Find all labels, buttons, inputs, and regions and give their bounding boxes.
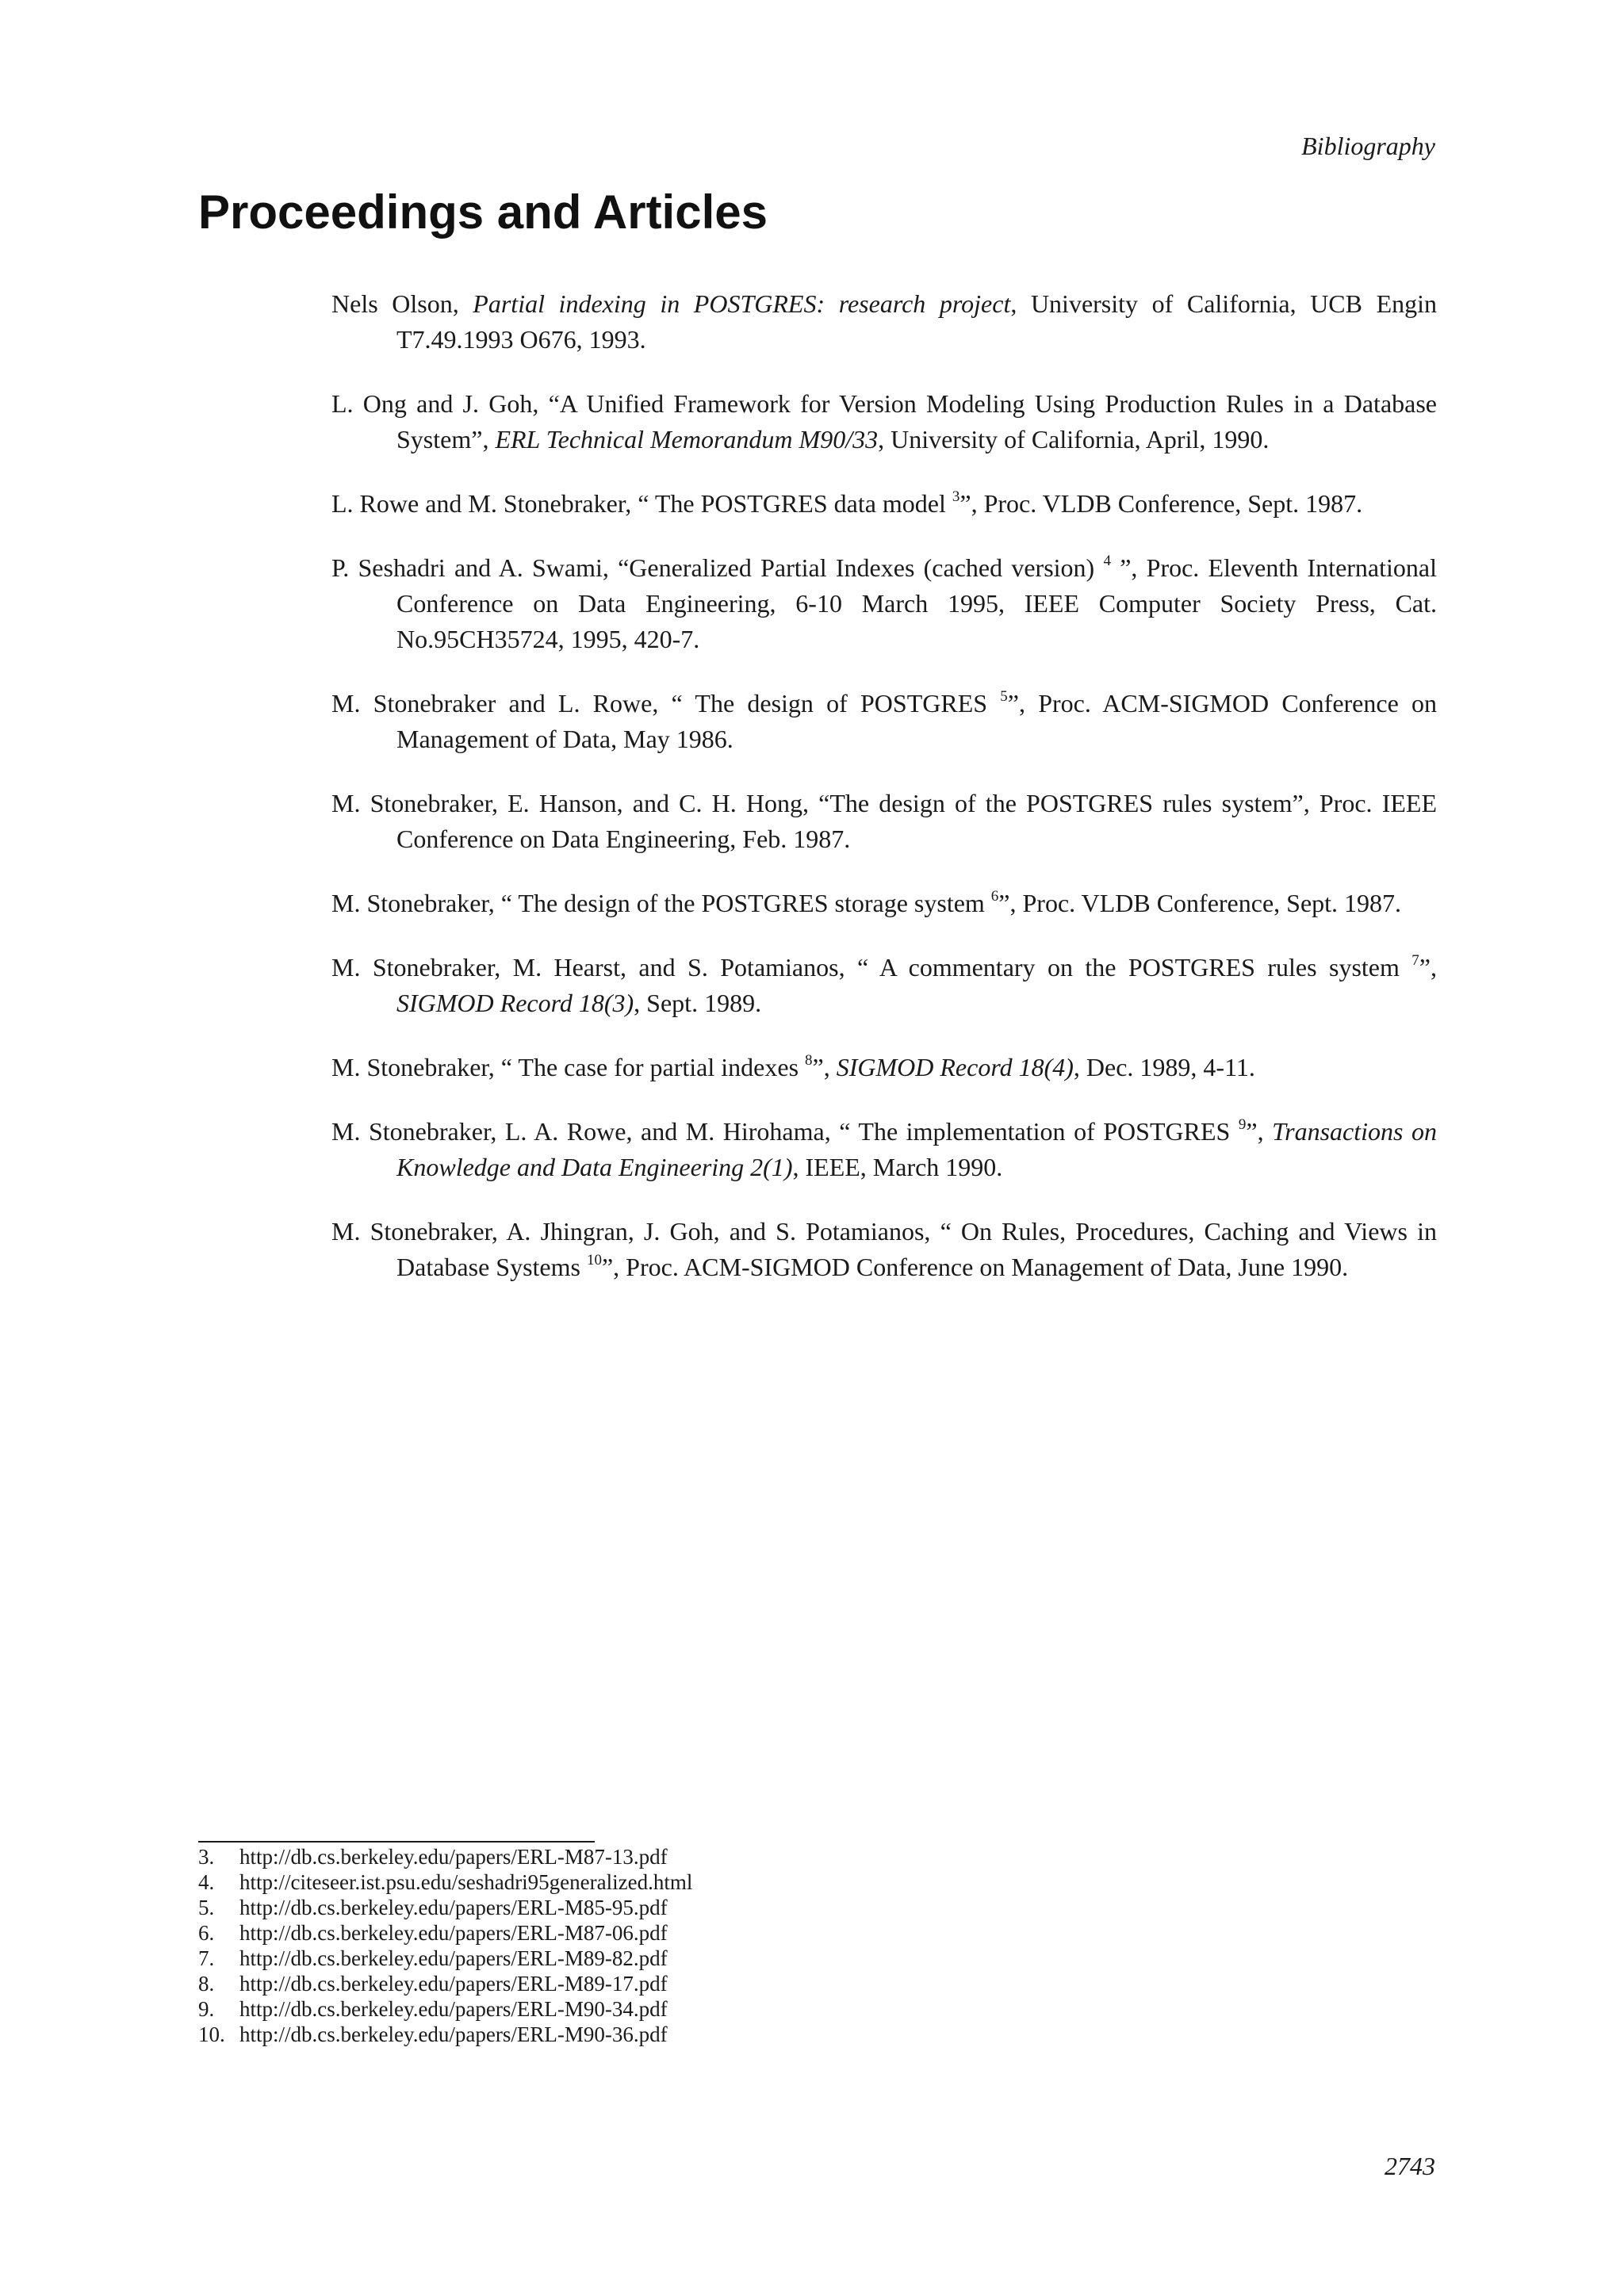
footnote-marker: 4 (1103, 553, 1111, 569)
footnote-marker: 6 (990, 888, 999, 905)
footnote-number: 8. (198, 1972, 215, 1996)
entry-text: M. Stonebraker and L. Rowe, “ The design of POSTGRES (331, 689, 1001, 718)
footnote-number: 5. (198, 1896, 215, 1919)
footnote-url: http://db.cs.berkeley.edu/papers/ERL-M87-13.pdf (239, 1845, 668, 1869)
footnote (198, 1920, 692, 1946)
footnote-marker: 10 (586, 1252, 602, 1269)
footnotes-list (198, 1844, 692, 2047)
footnote-url: http://db.cs.berkeley.edu/papers/ERL-M89-82.pdf (239, 1946, 668, 1970)
entry-text: , IEEE, March 1990. (792, 1153, 1003, 1181)
bibliography-entry (331, 1114, 1437, 1185)
footnote-number: 7. (198, 1946, 215, 1970)
bibliography-list (331, 286, 1437, 1314)
footnote (198, 1996, 692, 2022)
entry-text: M. Stonebraker, “ The case for partial indexes (331, 1053, 806, 1081)
footnote-url: http://db.cs.berkeley.edu/papers/ERL-M89-17.pdf (239, 1972, 668, 1996)
footnote (198, 1946, 692, 1971)
entry-text: L. Rowe and M. Stonebraker, “ The POSTGRES data model (331, 489, 952, 518)
entry-text: M. Stonebraker, M. Hearst, and S. Potamianos, “ A commentary on the POSTGRES rules system (331, 953, 1412, 982)
bibliography-entry (331, 886, 1437, 921)
entry-text: , Dec. 1989, 4-11. (1073, 1053, 1255, 1081)
entry-text: , University of California, UCB Engin T7.49.1993 O676, 1993. (396, 289, 1438, 354)
entry-text: ”, Proc. VLDB Conference, Sept. 1987. (998, 889, 1402, 917)
entry-italic-title: ERL Technical Memorandum M90/33 (495, 425, 879, 453)
entry-italic-title: SIGMOD Record 18(4) (836, 1053, 1074, 1081)
footnote (198, 1844, 692, 1869)
entry-text: Nels Olson, (331, 289, 473, 318)
footnote-number: 10. (198, 2022, 225, 2046)
footnote-marker: 7 (1411, 952, 1419, 969)
entry-text: P. Seshadri and A. Swami, “Generalized Partial Indexes (cached version) (331, 553, 1104, 582)
entry-text: ”, Proc. VLDB Conference, Sept. 1987. (959, 489, 1363, 518)
bibliography-entry (331, 786, 1437, 857)
footnote (198, 1895, 692, 1920)
footnote-url: http://db.cs.berkeley.edu/papers/ERL-M85-95.pdf (239, 1896, 668, 1919)
entry-text: , University of California, April, 1990. (878, 425, 1270, 453)
entry-text: ”, (1246, 1117, 1273, 1146)
entry-italic-title: SIGMOD Record 18(3) (396, 989, 634, 1017)
bibliography-entry (331, 486, 1437, 522)
entry-text: ”, Proc. Eleventh International Conference on Data Engineering, 6-10 March 1995, IEEE Computer Society Press, Cat. No.95CH35724, 1995, 420-7. (396, 553, 1437, 653)
footnote-url: http://db.cs.berkeley.edu/papers/ERL-M90-34.pdf (239, 1997, 668, 2021)
footnote-marker: 9 (1238, 1116, 1247, 1133)
entry-text: M. Stonebraker, A. Jhingran, J. Goh, and S. Potamianos, “ On Rules, Procedures, Caching and Views in Database Systems (331, 1217, 1437, 1281)
entry-italic-title: Transactions on Knowledge and Data Engineering 2(1) (396, 1117, 1438, 1181)
footnote-url: http://db.cs.berkeley.edu/papers/ERL-M87-06.pdf (239, 1921, 668, 1945)
section-title: Proceedings and Articles (198, 186, 768, 239)
bibliography-entry (331, 386, 1437, 457)
footnote-marker: 3 (952, 488, 960, 505)
footnote-number: 4. (198, 1870, 215, 1894)
bibliography-entry (331, 950, 1437, 1021)
footnote-number: 9. (198, 1997, 215, 2021)
entry-italic-title: Partial indexing in POSTGRES: research project (473, 289, 1011, 318)
footnote (198, 1971, 692, 1996)
bibliography-entry (331, 686, 1437, 757)
entry-text: ”, (1419, 953, 1437, 982)
entry-text: ”, Proc. ACM-SIGMOD Conference on Management of Data, June 1990. (601, 1253, 1349, 1281)
footnote-marker: 8 (805, 1052, 813, 1069)
footnote-number: 6. (198, 1921, 215, 1945)
footnote-url: http://citeseer.ist.psu.edu/seshadri95generalized.html (239, 1870, 693, 1894)
entry-text: M. Stonebraker, L. A. Rowe, and M. Hirohama, “ The implementation of POSTGRES (331, 1117, 1239, 1146)
footnote-number: 3. (198, 1845, 215, 1869)
footnote (198, 2022, 692, 2047)
entry-text: ”, Proc. ACM-SIGMOD Conference on Management of Data, May 1986. (396, 689, 1438, 753)
entry-text: ”, (812, 1053, 837, 1081)
footnote-divider (198, 1841, 595, 1843)
bibliography-entry (331, 1050, 1437, 1085)
running-head: Bibliography (1301, 132, 1435, 160)
entry-text: M. Stonebraker, “ The design of the POSTGRES storage system (331, 889, 991, 917)
entry-text: M. Stonebraker, E. Hanson, and C. H. Hong, “The design of the POSTGRES rules system”, Proc. IEEE Conference on Data Engineering, Feb. 1987. (331, 789, 1437, 853)
footnote-url: http://db.cs.berkeley.edu/papers/ERL-M90-36.pdf (239, 2022, 668, 2046)
entry-text: L. Ong and J. Goh, “A Unified Framework for Version Modeling Using Production Rules in a Database System”, (331, 389, 1437, 453)
entry-text: , Sept. 1989. (634, 989, 762, 1017)
footnote-marker: 5 (1000, 688, 1008, 705)
footnote (198, 1869, 692, 1895)
page-number: 2743 (1385, 2152, 1435, 2180)
bibliography-entry (331, 1214, 1437, 1285)
bibliography-entry (331, 550, 1437, 657)
bibliography-entry (331, 286, 1437, 358)
